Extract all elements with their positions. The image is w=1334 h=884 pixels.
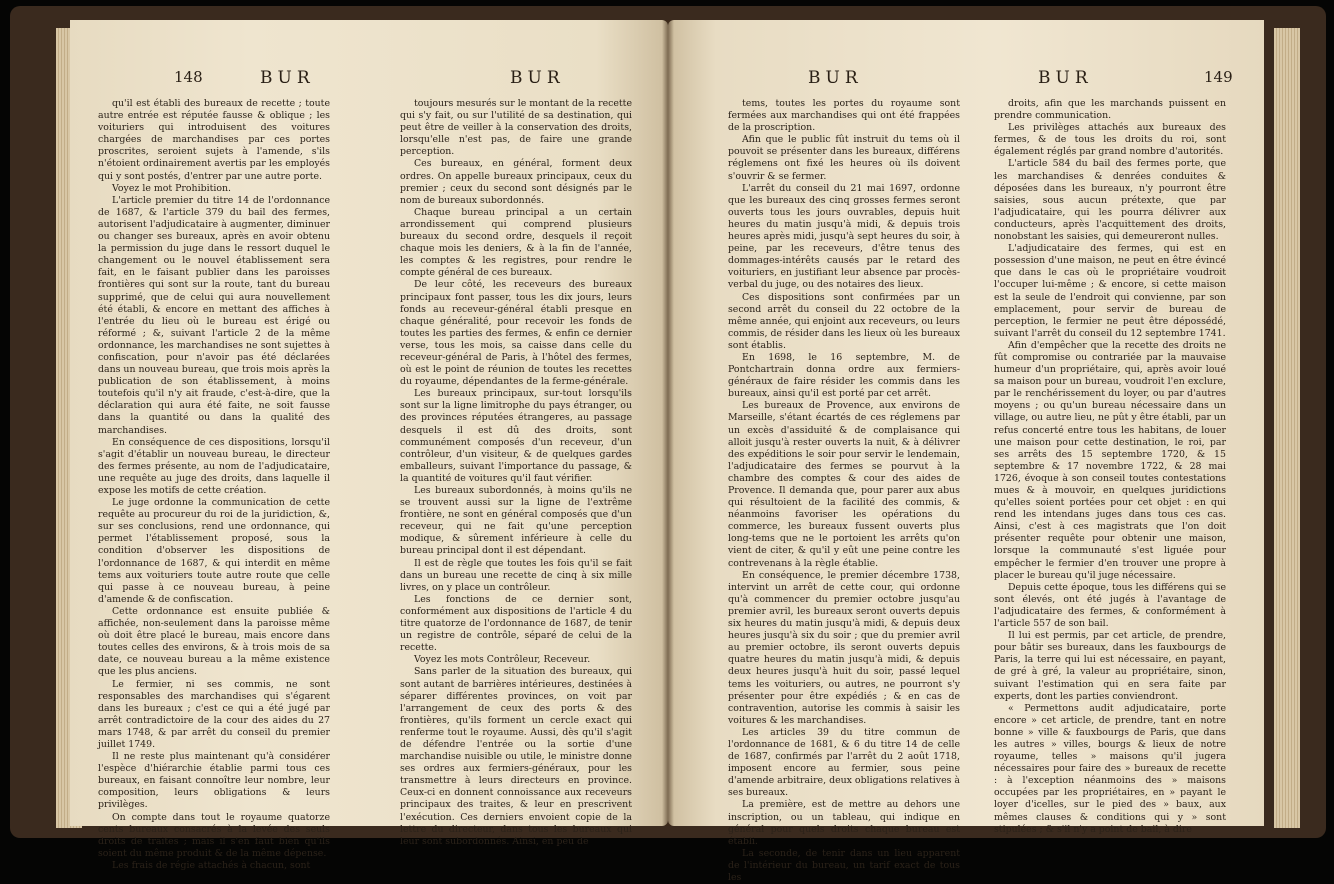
text-column — [994, 98, 1226, 836]
paragraph: Ces dispositions sont confirmées par un second arrêt du conseil du 22 octobre de la même année, qui enjoint aux receveurs, ou leurs commis, de résider dans les lieux où les bureaux sont établis. — [728, 291, 960, 351]
paragraph: droits, afin que les marchands puissent en prendre communication. — [994, 98, 1226, 122]
paragraph: Voyez les mots Contrôleur, Receveur. — [414, 654, 591, 666]
paragraph: En conséquence, le premier décembre 1738, intervint un arrêt de cette cour, qui ordonne qu'à commencer du premier octobre jusqu'au premier avril, les bureaux seront ouverts depuis six heures du matin jusqu'à midi, & depuis deux heures jusqu'à six du soir ; que du premier avril au premier octobre, ils seront ouverts depuis quatre heures du matin jusqu'à midi, & depuis deux heures jusqu'à huit du soir, passé lequel tems les voituriers, ou autres, ne pourront s'y présenter pour être expédiés ; & en cas de contravention, autorise les commis à saisir les voitures & les marchandises. — [728, 569, 960, 726]
paragraph: La première, est de mettre au dehors une inscription, ou un tableau, qui indique en général pour quels droits chaque bureau est établi. — [728, 799, 960, 847]
paragraph: Voyez le mot Prohibition. — [112, 182, 232, 194]
paragraph: Il ne reste plus maintenant qu'à considérer l'espèce d'hiérarchie établie parmi tous ces bureaux, en faisant connoître leur nombre, leur composition, leurs obligations & leurs privilèges. — [98, 751, 330, 811]
paragraph: Il est de règle que toutes les fois qu'il se fait dans un bureau une recette de cinq à six mille livres, on y place un contrôleur. — [400, 557, 632, 593]
paragraph: Les bureaux subordonnés, à moins qu'ils ne se trouvent aussi sur la ligne de l'extrême frontière, ne sont en général composés que d'un receveur, qui ne fait qu'une perception modique, & sûrement inférieure à celle du bureau principal dont il est dépendant. — [400, 485, 632, 557]
paragraph: Le fermier, ni ses commis, ne sont responsables des marchandises qui s'égarent dans les bureaux ; c'est ce qui a été jugé par arrêt contradictoire de la cour des aides du 27 mars 1748, & par arrêt du conseil du premier juillet 1749. — [98, 678, 330, 750]
text-column — [98, 98, 330, 872]
running-head: BUR — [1038, 68, 1093, 88]
paragraph: Afin d'empêcher que la recette des droits ne fût compromise ou contrariée par la mauvaise humeur d'un propriétaire, qui, après avoir loué sa maison pour un bureau, voudroit l'en exclure, par le renchérissement du loyer, ou par d'autres moyens ; ou qu'un bureau nécessaire dans un village, ou autre lieu, ne pût y être établi, par un refus concerté entre tous les habitans, de louer une maison pour cette destination, le roi, par ses arrêts des 15 septembre 1720, & 15 septembre & 17 novembre 1722, & 28 mai 1726, évoque à son conseil toutes contestations mues & à mouvoir, en quelques juridictions qu'elles soient portées pour cet objet : en qui rend les intendans juges dans tous ces cas. Ainsi, c'est à ces magistrats que l'on doit présenter requête pour obtenir une maison, lorsque la communauté s'est liguée pour empêcher le fermier d'en trouver une propre à placer le bureau qu'il juge nécessaire. — [994, 339, 1226, 581]
running-head: BUR — [510, 68, 565, 88]
paragraph: Les frais de régie attachés à chacun, sont — [112, 859, 311, 871]
paragraph: L'article premier du titre 14 de l'ordonnance de 1687, & l'article 379 du bail des fermes, autorisent l'adjudicataire à augmenter, diminuer ou changer ses bureaux, après en avoir obtenu la permission du juge dans le ressort duquel le changement ou le nouvel établissement sera fait, en le faisant publier dans les paroisses frontières qui sont sur la route, tant du bureau supprimé, que de celui qui aura nouvellement été établi, & encore en mettant des affiches à l'entrée du lieu où le bureau est érigé ou réformé ; &, suivant l'article 2 de la même ordonnance, les marchandises ne sont sujettes à confiscation, pour n'avoir pas été déclarées dans un nouveau bureau, que trois mois après la publication de son établissement, à moins toutefois qu'il n'y ait fraude, c'est-à-dire, que la déclaration qui aura été faite, ne soit fausse dans la quantité ou dans la qualité des marchandises. — [98, 194, 330, 436]
paragraph: Depuis cette époque, tous les différens qui se sont élevés, ont été jugés à l'avantage de l'adjudicataire des fermes, & conformément à l'article 557 de son bail. — [994, 581, 1226, 630]
paragraph: L'arrêt du conseil du 21 mai 1697, ordonne que les bureaux des cinq grosses fermes seront ouverts tous les jours ouvrables, depuis huit heures du matin jusqu'à midi, & depuis trois heures après midi, jusqu'à sept heures du soir, à peine, par les receveurs, d'être tenus des dommages-intérêts causés par le retard des voituriers, en justifiant leur absence par procès-verbal du juge, ou des notaires des lieux. — [728, 182, 960, 291]
running-head: BUR — [808, 68, 863, 88]
paragraph: Les privilèges attachés aux bureaux des fermes, & de tous les droits du roi, sont également réglés par grand nombre d'autorités. — [994, 122, 1226, 158]
paragraph: qu'il est établi des bureaux de recette ; toute autre entrée est réputée fausse & oblique ; les voituriers qui introduisent des voitures chargées de marchandises par ces portes proscrites, seroient sujets à l'amende, s'ils n'étoient ordinairement avertis par les employés qui y sont postés, d'entrer par une autre porte. — [98, 98, 330, 182]
paragraph: De leur côté, les receveurs des bureaux principaux font passer, tous les dix jours, leurs fonds au receveur-général établi presque en chaque généralité, pour recevoir les fonds de toutes les parties des fermes, & enfin ce dernier verse, tous les mois, sa caisse dans celle du receveur-général de Paris, à l'hôtel des fermes, où est le point de réunion de toutes les recettes du royaume, dépendantes de la ferme-générale. — [400, 279, 632, 388]
running-head: BUR — [260, 68, 315, 88]
paragraph: Les fonctions de ce dernier sont, conformément aux dispositions de l'article 4 du titre quatorze de l'ordonnance de 1687, de tenir un registre de contrôle, séparé de celui de la recette. — [400, 593, 632, 654]
paragraph: En 1698, le 16 septembre, M. de Pontchartrain donna ordre aux fermiers-généraux de faire résider les commis dans les bureaux, ainsi qu'il est porté par cet arrêt. — [728, 351, 960, 400]
page-edges-right — [1274, 28, 1300, 828]
paragraph: L'adjudicataire des fermes, qui est en possession d'une maison, ne peut en être évincé que dans le cas où le propriétaire voudroit l'occuper lui-même ; & encore, si cette maison est la seule de l'endroit qui convienne, par son emplacement, pour servir de bureau de perception, le fermier ne peut être dépossédé, suivant l'arrêt du conseil du 12 septembre 1741. — [994, 243, 1226, 339]
paragraph: On compte dans tout le royaume quatorze cents bureaux consacrés à la levée des seuls droits de traites ; mais il s'en faut bien qu'ils soient du même produit & de la même dépense. — [98, 811, 330, 859]
paragraph: Chaque bureau principal a un certain arrondissement qui comprend plusieurs bureaux du second ordre, desquels il reçoit chaque mois les deniers, & à la fin de l'année, les comptes & les registres, pour rendre le compte général de ces bureaux. — [400, 206, 632, 279]
page-number: 149 — [1204, 68, 1233, 86]
paragraph: Ces bureaux, en général, forment deux ordres. On appelle bureaux principaux, ceux du premier ; ceux du second sont désignés par le nom de bureaux subordonnés. — [400, 158, 632, 206]
text-column — [400, 98, 632, 848]
paragraph: Afin que le public fût instruit du tems où il pouvoit se présenter dans les bureaux, différens réglemens ont fixé les heures où ils doivent s'ouvrir & se fermer. — [728, 134, 960, 182]
paragraph: La seconde, de tenir dans un lieu apparent de l'intérieur du bureau, un tarif exact de tous les — [728, 847, 960, 883]
paragraph: « Permettons audit adjudicataire, porte encore » cet article, de prendre, tant en notre bonne » ville & fauxbourgs de Paris, que dans les autres » villes, bourgs & lieux de notre royaume, telles » maisons qu'il jugera nécessaires pour faire des » bureaux de recette : à l'exception néanmoins des » maisons occupées par les propriétaires, en » payant le loyer d'icelles, sur le pied des » baux, aux mêmes clauses & conditions qui y » sont stipulées ; & s'il n'y a point de bail, à dire — [994, 702, 1226, 835]
paragraph: Les articles 39 du titre commun de l'ordonnance de 1681, & 6 du titre 14 de celle de 1687, confirmés par l'arrêt du 2 août 1718, imposent encore au fermier, sous peine d'amende arbitraire, deux obligations relatives à ses bureaux. — [728, 726, 961, 799]
right-page — [668, 20, 1264, 883]
paragraph: En conséquence de ces dispositions, lorsqu'il s'agit d'établir un nouveau bureau, le directeur des fermes présente, au nom de l'adjudicataire, une requête au juge des droits, dans laquelle il expose les motifs de cette création. — [98, 436, 330, 496]
paragraph: Sans parler de la situation des bureaux, qui sont autant de barrières intérieures, destinées à séparer différentes provinces, on voit par l'arrangement de ceux des ports & des frontières, qu'ils forment un cercle exact qui renferme tout le royaume. Aussi, dès qu'il s'agit de défendre l'entrée ou la sortie d'une marchandise nuisible ou utile, le ministre donne ses ordres aux fermiers-généraux, pour les transmettre à leurs directeurs en province. Ceux-ci en donnent connoissance aux receveurs principaux des traites, & leur en prescrivent l'exécution. Ces derniers envoient copie de la lettre du directeur, dans tous les bureaux qui leur sont subordonnés. Ainsi, en peu de — [400, 666, 632, 847]
book-gutter — [662, 20, 674, 826]
paragraph: toujours mesurés sur le montant de la recette qui s'y fait, ou sur l'utilité de sa destination, qui peut être de veiller à la conservation des droits, lorsqu'elle n'est pas, de faire une grande perception. — [400, 98, 632, 158]
paragraph: Les bureaux principaux, sur-tout lorsqu'ils sont sur la ligne limitrophe du pays étranger, ou des provinces réputées étrangeres, au passage desquels il est dû des droits, sont communément composés d'un receveur, d'un contrôleur, d'un visiteur, & de quelques gardes emballeurs, suivant l'importance du passage, & la quantité de voitures qu'il faut vérifier. — [400, 388, 632, 484]
paragraph: Il lui est permis, par cet article, de prendre, pour bâtir ses bureaux, dans les fauxbourgs de Paris, la terre qui lui est nécessaire, en payant, de gré à gré, la valeur au propriétaire, sinon, suivant l'estimation qui en sera faite par experts, dont les parties conviendront. — [994, 630, 1226, 702]
paragraph: Les bureaux de Provence, aux environs de Marseille, s'étant écartés de ces réglemens par un excès d'assiduité & de complaisance qui alloit jusqu'à rester ouverts la nuit, & à délivrer des expéditions le soir pour servir le lendemain, l'adjudicataire des fermes se pourvut à la chambre des comptes & cour des aides de Provence. Il demanda que, pour parer aux abus qui résultoient de la facilité des commis, & néanmoins favoriser les opérations du commerce, les bureaux fussent ouverts plus long-tems que ne le portoient les arrêts qu'on vient de citer, & qu'il y eût une peine contre les contrevenans à la règle établie. — [728, 400, 960, 569]
paragraph: tems, toutes les portes du royaume sont fermées aux marchandises qui ont été frappées de la proscription. — [728, 98, 960, 134]
text-column — [728, 98, 960, 884]
paragraph: Le juge ordonne la communication de cette requête au procureur du roi de la juridiction, &, sur ses conclusions, rend une ordonnance, qui permet l'établissement proposé, sous la condition d'observer les dispositions de l'ordonnance de 1687, & qui interdit en même tems aux voituriers toute autre route que celle qui passe à ce nouveau bureau, à peine d'amende & de confiscation. — [98, 497, 330, 605]
paragraph: Cette ordonnance est ensuite publiée & affichée, non-seulement dans la paroisse même où doit être placé le bureau, mais encore dans toutes celles des environs, & à trois mois de sa date, ce nouveau bureau a la même existence que les plus anciens. — [98, 605, 330, 678]
page-number: 148 — [174, 68, 203, 86]
paragraph: L'article 584 du bail des fermes porte, que les marchandises & denrées conduites & déposées dans les bureaux, n'y pourront être saisies, sous aucun prétexte, que par l'adjudicataire, qui les pourra délivrer aux conducteurs, après l'acquittement des droits, nonobstant les saisies, qui demeureront nulles. — [994, 158, 1226, 243]
left-page — [70, 20, 668, 871]
